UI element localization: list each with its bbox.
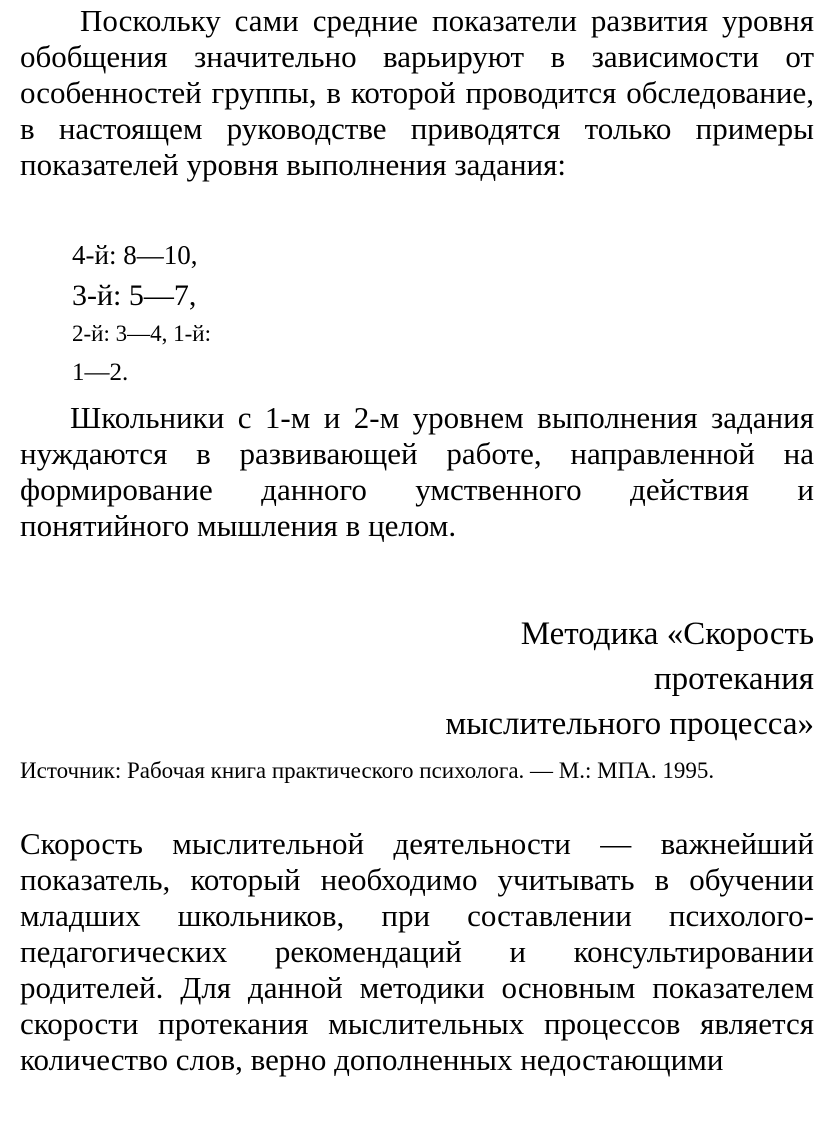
intro-paragraph: Поскольку сами средние показатели развития уровня обобщения значительно варьируют в зависимости от особенностей группы, в которой проводится обследование, в настоящем руководстве приводятся только примеры показателей уровня выполнения задания: — [20, 3, 814, 182]
score-level-4: 4-й: 8—10, — [72, 240, 198, 270]
source-citation: Источник: Рабочая книга практического психолога. — М.: МПА. 1995. — [20, 758, 715, 783]
conclusion-paragraph: Школьники с 1-м и 2-м уровнем выполнения задания нуждаются в развивающей работе, направленной на формирование данного умственного действия и понятийного мышления в целом. — [20, 400, 814, 543]
method-heading — [314, 612, 814, 747]
method-heading-line-1: Методика «Скорость — [520, 616, 814, 652]
score-level-3: 3-й: 5—7, — [72, 279, 197, 312]
method-heading-line-2: протекания — [654, 661, 814, 697]
score-level-1-range: 1—2. — [72, 359, 129, 386]
score-level-2-1: 2-й: 3—4, 1-й: — [72, 321, 211, 346]
method-heading-line-3: мыслительного процесса» — [445, 706, 814, 742]
method-paragraph: Скорость мыслительной деятельности — важнейший показатель, который необходимо учитывать в обучении младших школьников, при составлении психолого-педагогических рекомендаций и консультировании родителей. Для данной методики основным показателем скорости протекания мыслительных процессов является количество слов, верно дополненных недостающими — [20, 826, 814, 1077]
